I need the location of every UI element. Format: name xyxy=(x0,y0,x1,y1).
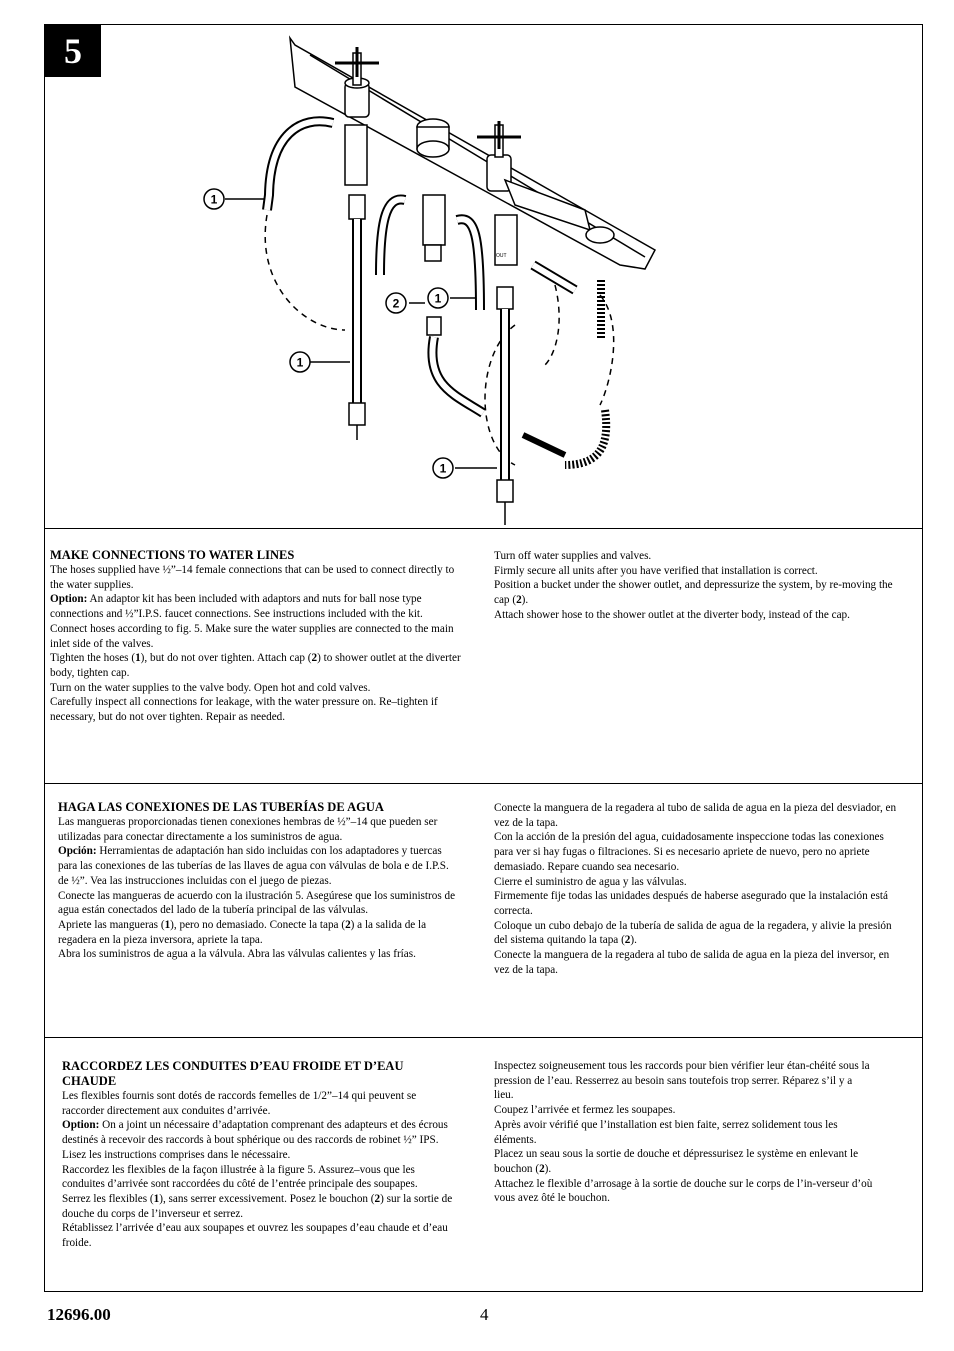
spanish-paragraph: Cierre el suministro de agua y las válvulas. xyxy=(494,875,687,888)
french-paragraph: Attachez le flexible d’arrosage à la sortie de douche sur le corps de l’in-verseur d’où vous avez ôté le bouchon. xyxy=(494,1177,873,1205)
english-paragraph: Attach shower hose to the shower outlet at the diverter body, instead of the cap. xyxy=(494,608,850,621)
english-instructions-left xyxy=(50,548,468,725)
english-paragraph: Turn off water supplies and valves. xyxy=(494,550,652,562)
callout-1-right-supply: 1 xyxy=(439,461,447,476)
english-paragraph: Connect hoses according to fig. 5. Make sure the water supplies are connected to the main inlet side of the valves. xyxy=(50,622,454,650)
french-paragraph: Raccordez les flexibles de la façon illustrée à la figure 5. Assurez–vous que les conduites d’arrivée sont raccordées du côté de l’entrée principale des soupapes. xyxy=(62,1163,418,1191)
english-paragraph: The hoses supplied have ½”–14 female connections that can be used to connect directly to the water supplies. xyxy=(50,564,455,591)
french-instructions-right xyxy=(494,1059,874,1206)
callout-1-left-supply: 1 xyxy=(296,355,304,370)
callout-1-left-hose: 1 xyxy=(210,192,218,207)
french-paragraph: Inspectez soigneusement tous les raccords pour bien vérifier leur étan-chéité sous la pression de l’eau. Resserrez au besoin sans toutefois trop serrer. Réparez s’il y a lieu. xyxy=(494,1060,870,1102)
spanish-paragraph: Con la acción de la presión del agua, cuidadosamente inspeccione todas las conexiones para ver si hay fugas o filtraciones. Si es necesario apriete de nuevo, pero no apriete demasiado. Repare cuando sea necesario. xyxy=(494,831,884,873)
callout-2-cap: 2 xyxy=(392,296,400,311)
spanish-paragraph: Las mangueras proporcionadas tienen conexiones hembras de ½”–14 que pueden ser utilizadas para conectar directamente a los suministros de agua. xyxy=(58,816,438,843)
spanish-instructions-right xyxy=(494,801,898,977)
page-number: 4 xyxy=(480,1305,489,1324)
english-paragraph: Turn on the water supplies to the valve body. Open hot and cold valves. xyxy=(50,681,371,694)
french-heading: RACCORDEZ LES CONDUITES D’EAU FROIDE ET D’EAU CHAUDE xyxy=(62,1059,404,1088)
french-option: Option: On a joint un nécessaire d’adaptation comprenant des adapteurs et des écrous destinés à recevoir des raccords à bout sphérique ou des raccords de robinet ½” IPS. Lisez les instructions comprises dans le nécessaire. xyxy=(62,1119,448,1161)
french-paragraph: Après avoir vérifié que l’installation est bien faite, serrez solidement tous les éléments. xyxy=(494,1118,838,1146)
callout-1-center-hose: 1 xyxy=(434,291,442,306)
spanish-instructions-left xyxy=(58,800,460,962)
spanish-tighten: Apriete las mangueras (1), pero no demasiado. Conecte la tapa (2) a la salida de la regadera en la pieza inversora, apriete la tapa. xyxy=(58,918,427,946)
section-divider xyxy=(44,1037,923,1038)
english-tighten: Tighten the hoses (1), but do not over tighten. Attach cap (2) to shower outlet at the diverter body, tighten cap. xyxy=(50,652,461,679)
english-depressurize: Position a bucket under the shower outlet, and depressurize the system, by re-moving the cap (2). xyxy=(494,579,893,607)
english-option: Option: An adaptor kit has been included with adaptors and nuts for ball nose type connections and ½”I.P.S. faucet connections. See instructions included with the kit. xyxy=(50,593,423,621)
spanish-option: Opción: Herramientas de adaptación han sido incluidas con los adaptadores y tuercas para las conexiones de las tuberías de las llaves de agua con válvulas de bola e de I.P.S. de ½”. Vea las instrucciones incluidas con el juego de piezas. xyxy=(58,845,449,887)
spanish-paragraph: Conecte la manguera de la regadera al tubo de salida de agua en la pieza del desviador, en vez de la tapa. xyxy=(494,802,897,829)
spanish-paragraph: Conecte la manguera de la regadera al tubo de salida de agua en la pieza del inversor, en vez de la tapa. xyxy=(494,949,890,976)
english-heading: MAKE CONNECTIONS TO WATER LINES xyxy=(50,548,295,562)
french-paragraph: Coupez l’arrivée et fermez les soupapes. xyxy=(494,1104,676,1117)
french-paragraph: Rétablissez l’arrivée d’eau aux soupapes et ouvrez les soupapes d’eau chaude et d’eau froide. xyxy=(62,1222,448,1250)
french-depressurize: Placez un seau sous la sortie de douche et dépressurisez le système en enlevant le bouchon (2). xyxy=(494,1148,859,1175)
french-instructions-left xyxy=(62,1059,460,1251)
step-number-badge: 5 xyxy=(45,25,101,77)
spanish-paragraph: Conecte las mangueras de acuerdo con la ilustración 5. Asegúrese que los suministros de agua están conectados del lado de la tubería principal de las válvulas. xyxy=(58,889,456,917)
spanish-depressurize: Coloque un cubo debajo de la tubería de salida de agua de la regadera, y alivie la presión del sistema quitando la tapa (2). xyxy=(494,919,892,947)
document-number: 12696.00 xyxy=(47,1305,111,1324)
english-paragraph: Firmly secure all units after you have verified that installation is correct. xyxy=(494,564,818,577)
french-tighten: Serrez les flexibles (1), sans serrer excessivement. Posez le bouchon (2) sur la sortie de douche du corps de l’inverseur et serrez. xyxy=(62,1192,453,1220)
spanish-paragraph: Abra los suministros de agua a la válvula. Abra las válvulas calientes y las frías. xyxy=(58,948,416,961)
spanish-heading: HAGA LAS CONEXIONES DE LAS TUBERÍAS DE AGUA xyxy=(58,800,384,814)
english-paragraph: Carefully inspect all connections for leakage, with the water pressure on. Re–tighten if necessary, but do not over tighten. Repair as needed. xyxy=(50,696,438,724)
out-port-label: OUT xyxy=(496,253,507,259)
section-divider xyxy=(44,528,923,529)
section-divider xyxy=(44,783,923,784)
spanish-paragraph: Firmemente fije todas las unidades después de haberse asegurado que la instalación está correcta. xyxy=(494,890,888,917)
english-instructions-right xyxy=(494,549,906,623)
french-paragraph: Les flexibles fournis sont dotés de raccords femelles de 1/2”–14 qui peuvent se raccorder directement aux conduites d’arrivée. xyxy=(62,1090,417,1117)
faucet-installation-diagram xyxy=(45,25,922,529)
